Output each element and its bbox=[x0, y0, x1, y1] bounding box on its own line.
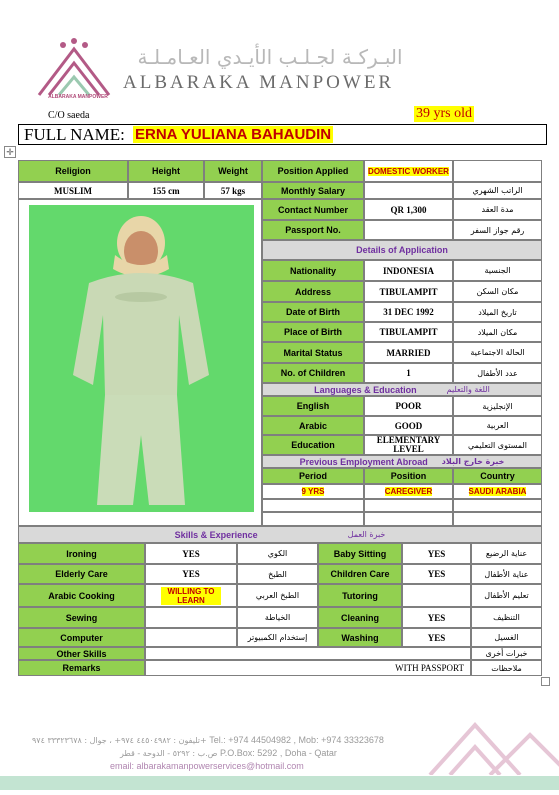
period-header: Period bbox=[262, 468, 364, 484]
height-value: 155 cm bbox=[128, 182, 204, 199]
marital-status-value: MARRIED bbox=[364, 342, 453, 363]
address-label: Address bbox=[262, 281, 364, 302]
skill-arabic: الخياطة bbox=[237, 607, 318, 628]
english-value: POOR bbox=[364, 396, 453, 416]
footer-decoration bbox=[420, 705, 559, 775]
weight-value: 57 kgs bbox=[204, 182, 262, 199]
education-value: ELEMENTARY LEVEL bbox=[364, 435, 453, 455]
skill-value: YES bbox=[402, 564, 471, 584]
position-header: Position bbox=[364, 468, 453, 484]
passport-no-value bbox=[364, 220, 453, 240]
skill-label: Computer bbox=[18, 628, 145, 647]
monthly-salary-label: Monthly Salary bbox=[262, 182, 364, 199]
skill-value: YES bbox=[402, 543, 471, 564]
skill-label: Ironing bbox=[18, 543, 145, 564]
passport-no-label: Passport No. bbox=[262, 220, 364, 240]
languages-title-ar: اللغة والتعليم bbox=[446, 385, 490, 394]
footer-bar bbox=[0, 776, 559, 790]
employment-empty-cell bbox=[262, 512, 364, 526]
skill-value: YES bbox=[145, 564, 237, 584]
other-skills-arabic: خبرات أخرى bbox=[471, 647, 542, 660]
employment-position-cell bbox=[364, 484, 453, 499]
arabic-value: GOOD bbox=[364, 416, 453, 435]
monthly-salary-arabic: الراتب الشهري bbox=[453, 182, 542, 199]
education-arabic: المستوى التعليمي bbox=[453, 435, 542, 455]
skill-arabic: الغسيل bbox=[471, 628, 542, 647]
other-skills-label: Other Skills bbox=[18, 647, 145, 660]
skill-arabic: الطبخ bbox=[237, 564, 318, 584]
address-value: TIBULAMPIT bbox=[364, 281, 453, 302]
skill-value: YES bbox=[402, 607, 471, 628]
place-of-birth-label: Place of Birth bbox=[262, 322, 364, 342]
education-label: Education bbox=[262, 435, 364, 455]
applicant-photo bbox=[29, 205, 254, 512]
employment-period-cell bbox=[262, 484, 364, 499]
footer-pobox-ar: ص.ب : ٥٢٩٢ - الدوحة - قطر bbox=[120, 749, 218, 758]
skills-title-ar: خبرة العمل bbox=[347, 530, 386, 539]
languages-section-title bbox=[262, 383, 542, 396]
skill-arabic: عناية الرضيع bbox=[471, 543, 542, 564]
date-of-birth-value: 31 DEC 1992 bbox=[364, 302, 453, 322]
employment-title-ar: خبرة خارج البلاد bbox=[441, 457, 505, 466]
employment-section-title bbox=[262, 455, 542, 468]
skill-value bbox=[145, 628, 237, 647]
full-name-value: ERNA YULIANA BAHAUDIN bbox=[135, 126, 332, 143]
english-arabic: الإنجليزية bbox=[453, 396, 542, 416]
employment-country: SAUDI ARABIA bbox=[468, 487, 527, 496]
skill-value bbox=[402, 584, 471, 607]
contact-number-arabic: مدة العقد bbox=[453, 199, 542, 220]
footer-phones-ar: تليفون : ٤٤٥٠٤٩٨٢ ٩٧٤+ ، جوال : ٣٣٣٢٣٦٧٨ ٩٧٤+ bbox=[32, 736, 207, 745]
weight-header: Weight bbox=[204, 160, 262, 182]
footer-phones bbox=[32, 735, 412, 745]
nationality-label: Nationality bbox=[262, 260, 364, 281]
skill-arabic: الطبخ العربي bbox=[237, 584, 318, 607]
employment-title-en: Previous Employment Abroad bbox=[299, 456, 428, 467]
employment-country-cell bbox=[453, 484, 542, 499]
remarks-arabic: ملاحظات bbox=[471, 660, 542, 676]
employment-position: CAREGIVER bbox=[384, 487, 433, 496]
footer-pobox bbox=[120, 748, 420, 758]
skills-title-en: Skills & Experience bbox=[174, 529, 258, 540]
position-applied-header: Position Applied bbox=[262, 160, 364, 182]
skill-label: Arabic Cooking bbox=[18, 584, 145, 607]
skill-value bbox=[145, 607, 237, 628]
care-of-line: C/O saeda bbox=[48, 110, 90, 121]
details-section-title: Details of Application bbox=[262, 240, 542, 260]
position-applied-value: DOMESTIC WORKER bbox=[368, 166, 449, 176]
company-arabic-name: البـركـة لجـلـب الأيـدي العـامـلـة bbox=[137, 45, 403, 69]
skill-arabic: التنظيف bbox=[471, 607, 542, 628]
position-applied-cell bbox=[364, 160, 453, 182]
employment-period: 9 YRS bbox=[301, 487, 325, 496]
contact-number-value: QR 1,300 bbox=[364, 199, 453, 220]
country-header: Country bbox=[453, 468, 542, 484]
nationality-arabic: الجنسية bbox=[453, 260, 542, 281]
place-of-birth-arabic: مكان الميلاد bbox=[453, 322, 542, 342]
arabic-arabic: العربية bbox=[453, 416, 542, 435]
employment-empty-cell bbox=[453, 512, 542, 526]
skill-label: Washing bbox=[318, 628, 402, 647]
skill-arabic: الكوي bbox=[237, 543, 318, 564]
blank-cell bbox=[453, 160, 542, 182]
contact-number-label: Contact Number bbox=[262, 199, 364, 220]
passport-no-arabic: رقم جواز السفر bbox=[453, 220, 542, 240]
employment-empty-cell bbox=[364, 499, 453, 512]
full-name-label: FULL NAME: bbox=[24, 125, 125, 144]
date-of-birth-label: Date of Birth bbox=[262, 302, 364, 322]
skill-value-cell bbox=[145, 584, 237, 607]
skill-arabic: إستخدام الكمبيوتر bbox=[237, 628, 318, 647]
marital-status-label: Marital Status bbox=[262, 342, 364, 363]
height-header: Height bbox=[128, 160, 204, 182]
english-label: English bbox=[262, 396, 364, 416]
table-move-handle-icon[interactable]: ✛ bbox=[4, 146, 16, 158]
address-arabic: مكان السكن bbox=[453, 281, 542, 302]
employment-empty-cell bbox=[453, 499, 542, 512]
skills-section-title bbox=[18, 526, 542, 543]
skill-value: WILLING TO LEARN bbox=[161, 587, 221, 605]
footer-phones-en: Tel.: +974 44504982 , Mob: +974 33323678 bbox=[209, 735, 384, 745]
skill-arabic: عناية الأطفال bbox=[471, 564, 542, 584]
children-label: No. of Children bbox=[262, 363, 364, 383]
footer-email: email: albarakamanpowerservices@hotmail.com bbox=[110, 761, 304, 771]
skill-value: YES bbox=[402, 628, 471, 647]
skill-arabic: تعليم الأطفال bbox=[471, 584, 542, 607]
date-of-birth-arabic: تاريخ الميلاد bbox=[453, 302, 542, 322]
languages-title-en: Languages & Education bbox=[314, 384, 417, 395]
other-skills-value bbox=[145, 647, 471, 660]
children-arabic: عدد الأطفال bbox=[453, 363, 542, 383]
employment-empty-cell bbox=[262, 499, 364, 512]
remarks-label: Remarks bbox=[18, 660, 145, 676]
skill-value: YES bbox=[145, 543, 237, 564]
employment-empty-cell bbox=[364, 512, 453, 526]
religion-header: Religion bbox=[18, 160, 128, 182]
logo-caption: ALBARAKA MANPOWER bbox=[48, 94, 108, 100]
skill-label: Tutoring bbox=[318, 584, 402, 607]
skill-label: Elderly Care bbox=[18, 564, 145, 584]
monthly-salary-value bbox=[364, 182, 453, 199]
skill-label: Children Care bbox=[318, 564, 402, 584]
nationality-value: INDONESIA bbox=[364, 260, 453, 281]
footer-pobox-en: P.O.Box: 5292 , Doha - Qatar bbox=[219, 748, 337, 758]
skill-label: Sewing bbox=[18, 607, 145, 628]
place-of-birth-value: TIBULAMPIT bbox=[364, 322, 453, 342]
skill-label: Cleaning bbox=[318, 607, 402, 628]
remarks-value: WITH PASSPORT bbox=[145, 660, 471, 676]
marital-status-arabic: الحالة الاجتماعية bbox=[453, 342, 542, 363]
arabic-label: Arabic bbox=[262, 416, 364, 435]
table-resize-handle-icon[interactable] bbox=[541, 677, 550, 686]
company-name: ALBARAKA MANPOWER bbox=[123, 72, 395, 93]
children-value: 1 bbox=[364, 363, 453, 383]
age-badge: 39 yrs old bbox=[416, 106, 472, 121]
skill-label: Baby Sitting bbox=[318, 543, 402, 564]
religion-value: MUSLIM bbox=[18, 182, 128, 199]
